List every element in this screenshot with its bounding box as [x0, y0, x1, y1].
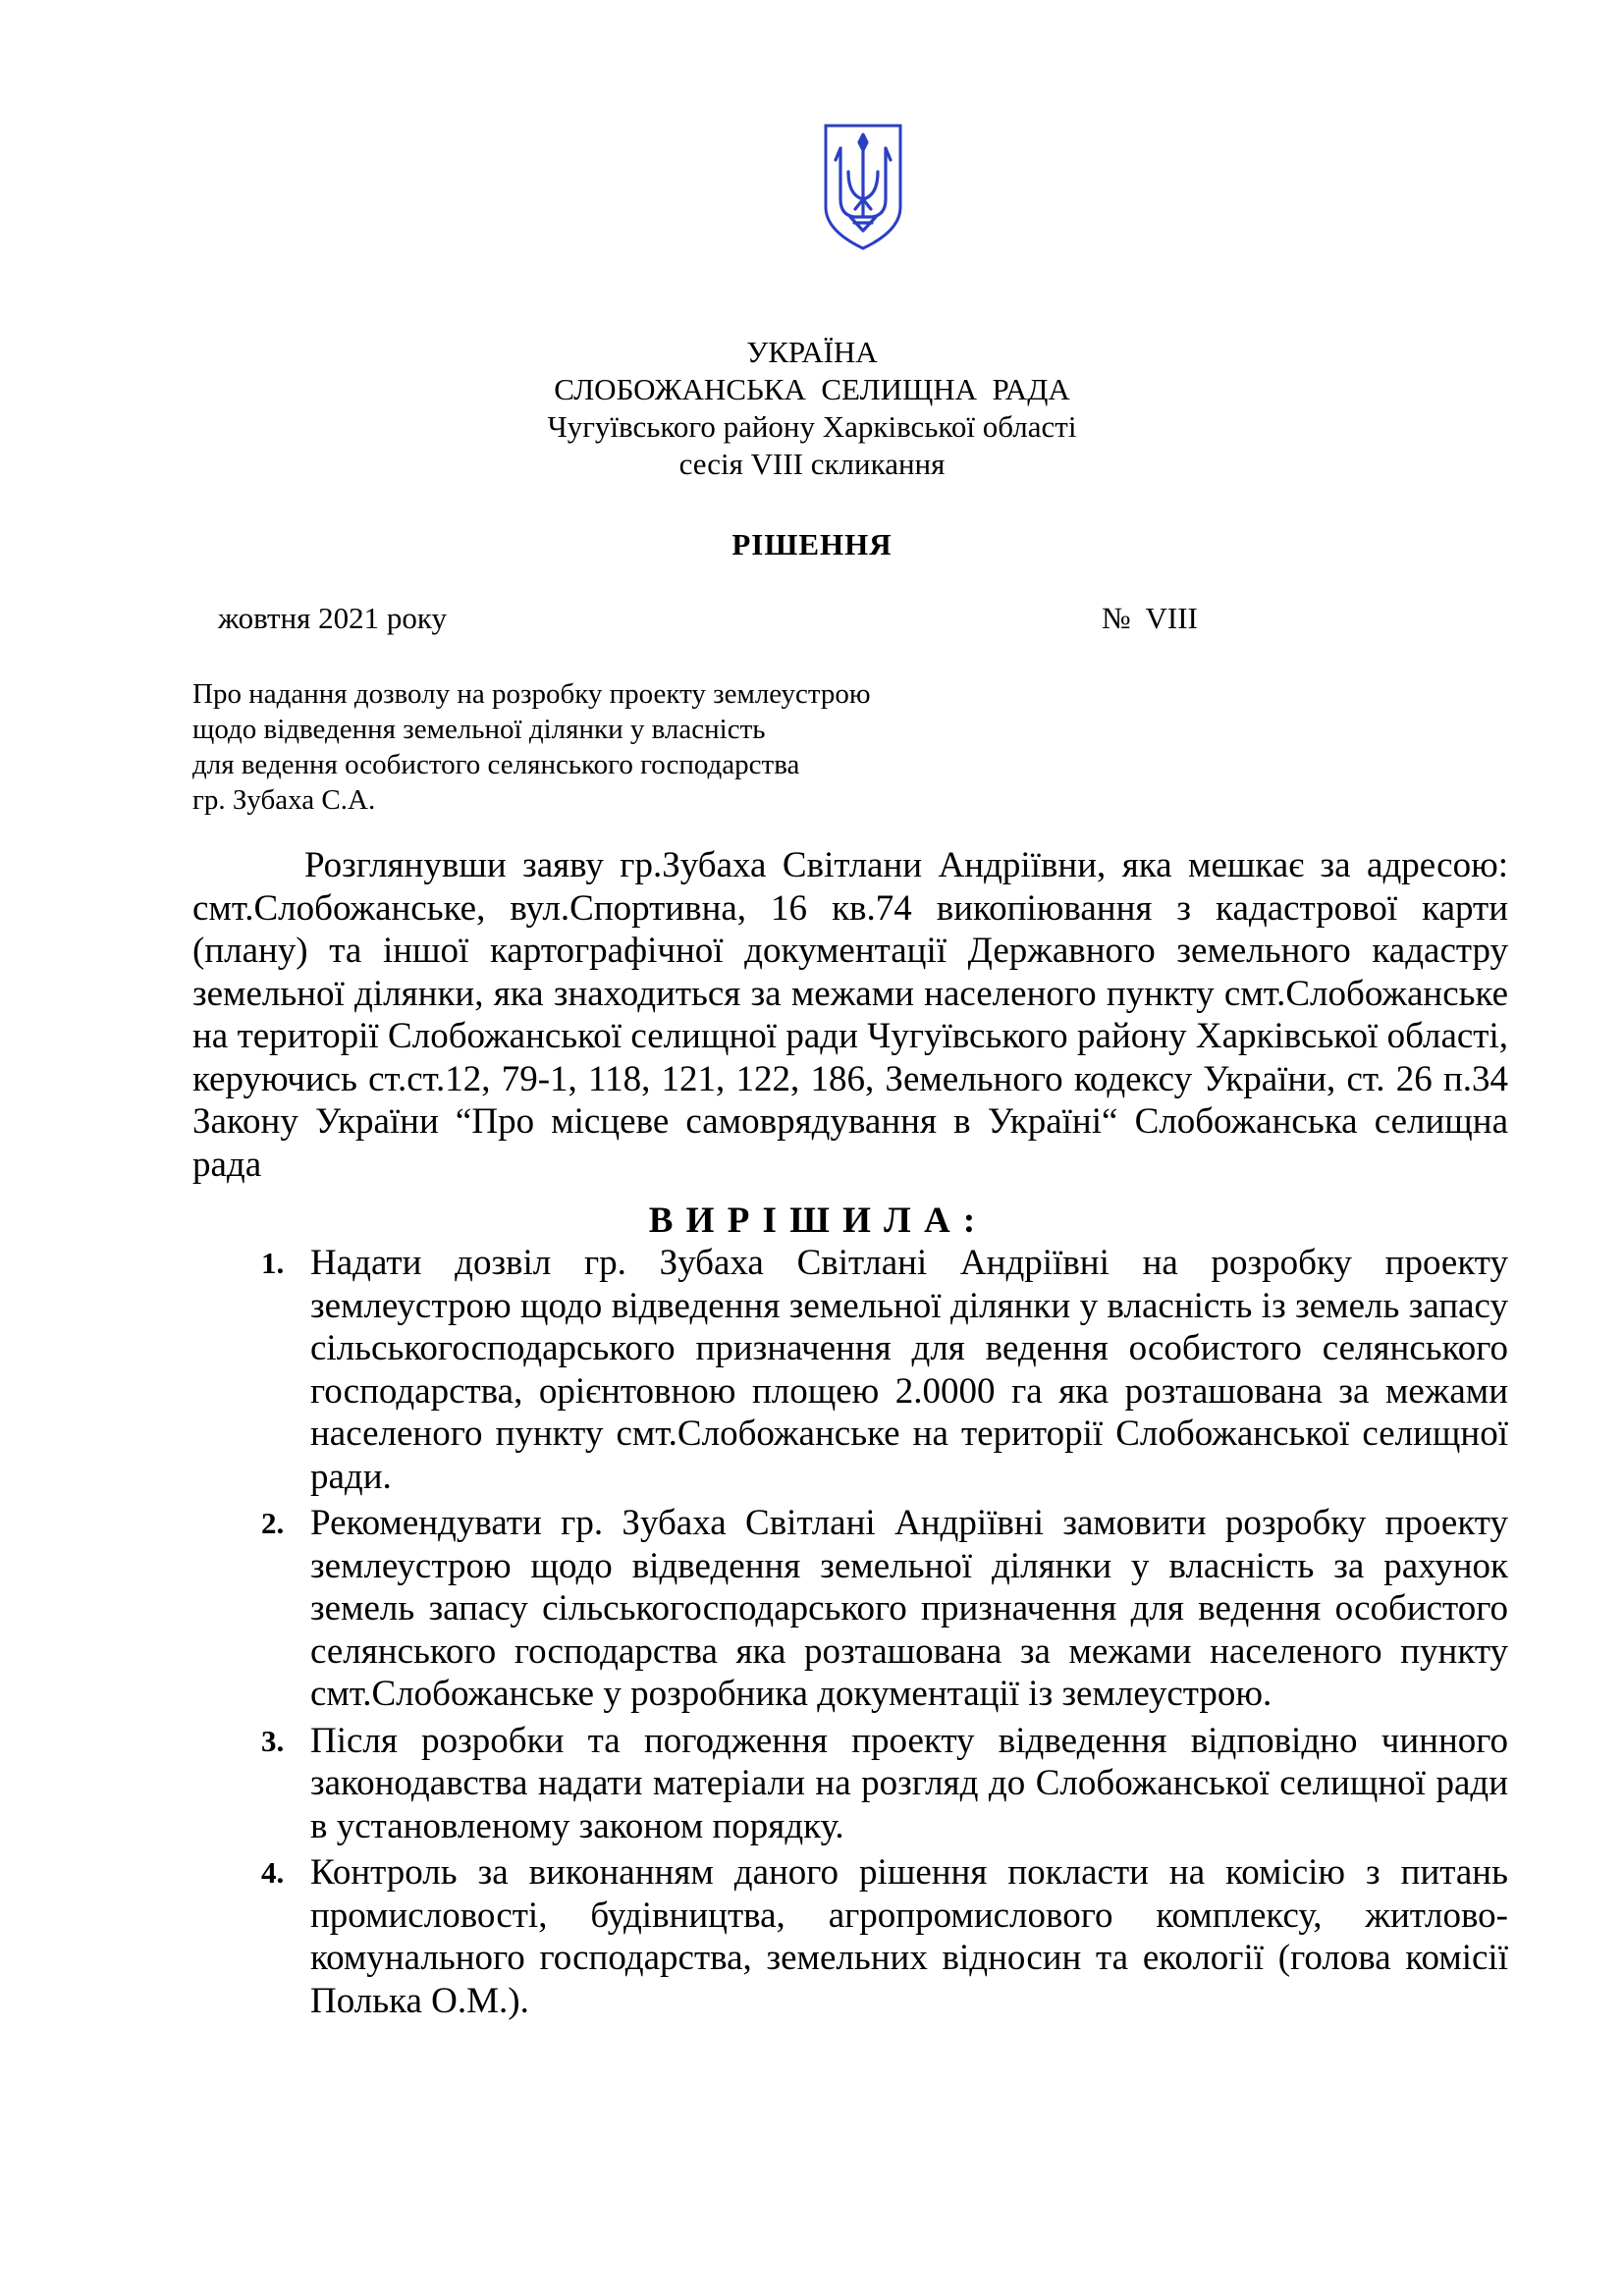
- item-text: Після розробки та погодження проекту відведення відповідно чинного законодавства надати матеріали на розгляд до Слобожанської селищної ради в установленому законом порядку.: [310, 1720, 1508, 1846]
- subject-line: Про надання дозволу на розробку проекту землеустрою: [192, 678, 871, 710]
- item-number: 4.: [261, 1855, 285, 1890]
- decision-items: [255, 1242, 1508, 2026]
- document-title: РІШЕННЯ: [731, 527, 893, 561]
- decision-item: [255, 1851, 1508, 2022]
- decision-item: [255, 1502, 1508, 1716]
- item-text: Контроль за виконанням даного рішення покласти на комісію з питань промисловості, будівництва, агропромислового комплексу, житлово-комунального господарства, земельних відносин та екології (голова комісії Полька О.М.).: [310, 1852, 1508, 2021]
- item-number: 2.: [261, 1506, 285, 1540]
- item-text: Надати дозвіл гр. Зубаха Світлані Андріївні на розробку проекту землеустрою щодо відведення земельної ділянки у власність із земель запасу сільськогосподарського призначення для ведення особистого селянського господарства, орієнтовною площею 2.0000 га яка розташована за межами населеного пункту смт.Слобожанське на території Слобожанської селищної ради.: [310, 1243, 1508, 1497]
- district-name: Чугуївського району Харківської області: [547, 409, 1077, 444]
- subject-line: для ведення особистого селянського господарства: [192, 749, 800, 780]
- decision-subject: [192, 676, 871, 818]
- item-number: 3.: [261, 1723, 285, 1758]
- decision-item: [255, 1720, 1508, 1848]
- subject-line: гр. Зубаха С.А.: [192, 784, 376, 816]
- resolved-heading: В И Р І Ш И Л А :: [648, 1201, 976, 1241]
- document-header: [0, 334, 1624, 483]
- session-line: сесія VIII скликання: [678, 447, 946, 481]
- council-name: СЛОБОЖАНСЬКА СЕЛИЩНА РАДА: [554, 372, 1070, 406]
- decision-item: [255, 1242, 1508, 1498]
- country-name: УКРАЇНА: [746, 335, 878, 369]
- subject-line: щодо відведення земельної ділянки у власність: [192, 714, 766, 745]
- coat-of-arms-icon: [821, 121, 905, 253]
- item-number: 1.: [261, 1246, 285, 1280]
- decision-number: № VIII: [1102, 601, 1198, 635]
- preamble-paragraph: Розглянувши заяву гр.Зубаха Світлани Андріївни, яка мешкає за адресою: смт.Слобожанське, вул.Спортивна, 16 кв.74 викопіювання з кадастрової карти (плану) та іншої картографічної документації Державного земельного кадастру земельної ділянки, яка знаходиться за межами населеного пункту смт.Слобожанське на території Слобожанської селищної ради Чугуївського району Харківської області, керуючись ст.ст.12, 79-1, 118, 121, 122, 186, Земельного кодексу України, ст. 26 п.34 Закону України “Про місцеве самоврядування в Україні“ Слобожанська селищна рада: [192, 845, 1508, 1185]
- item-text: Рекомендувати гр. Зубаха Світлані Андріївні замовити розробку проекту землеустрою щодо відведення земельної ділянки у власність за рахунок земель запасу сільськогосподарського призначення для ведення особистого селянського господарства яка розташована за межами населеного пункту смт.Слобожанське у розробника документації із землеустрою.: [310, 1503, 1508, 1714]
- decision-date: жовтня 2021 року: [218, 601, 448, 635]
